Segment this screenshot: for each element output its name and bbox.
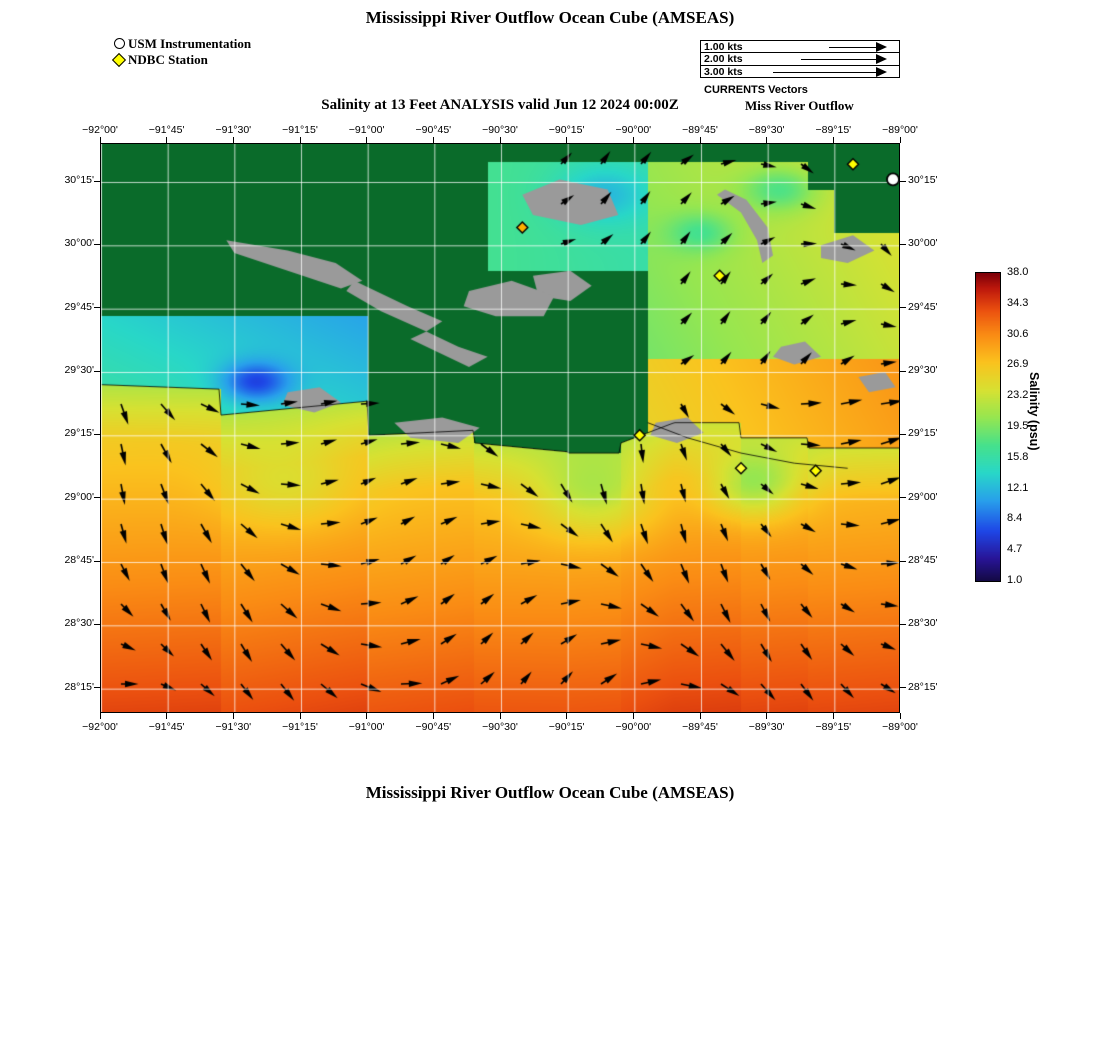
x-tick-0-1 (100, 713, 101, 719)
x-tick-3-0 (300, 137, 301, 143)
x-tick-5-1 (433, 713, 434, 719)
colorbar-tick-6: 15.8 (1007, 450, 1029, 463)
y-tick-0-1 (900, 181, 906, 182)
plot-subtitle: Salinity at 13 Feet ANALYSIS valid Jun 12 2024 00:00Z (321, 97, 679, 113)
vector-arrow-1kts (876, 42, 887, 52)
vector-key-row-2 (701, 53, 899, 65)
x-axis-label-bottom-6: −90°30' (482, 721, 518, 733)
colorbar-tick-5: 19.5 (1007, 420, 1029, 432)
x-tick-6-1 (500, 713, 501, 719)
x-tick-1-1 (166, 713, 167, 719)
bottom-title: Mississippi River Outflow Ocean Cube (AMSEAS) (365, 783, 735, 802)
x-axis-label-bottom-5: −90°45' (415, 721, 452, 733)
marker-legend (110, 36, 251, 68)
page-title: Mississippi River Outflow Ocean Cube (AMSEAS) (365, 8, 735, 27)
x-axis-label-bottom-11: −89°15' (815, 721, 852, 733)
colorbar-tick-0: 38.0 (1007, 266, 1029, 278)
legend-label-usm: USM Instrumentation (128, 35, 252, 51)
x-tick-10-1 (766, 713, 767, 719)
y-tick-4-1 (900, 434, 906, 435)
y-tick-6-1 (900, 561, 906, 562)
colorbar-tick-8: 8.4 (1007, 512, 1023, 525)
x-tick-7-1 (566, 713, 567, 719)
y-axis-label-right-0: 30°15' (908, 174, 938, 186)
x-tick-12-0 (900, 137, 901, 143)
x-axis-label-top-1: −91°45' (148, 124, 185, 136)
x-axis-label-bottom-3: −91°15' (282, 721, 318, 733)
y-axis-label-left-0: 30°15' (64, 174, 94, 186)
y-tick-1-0 (94, 244, 100, 245)
x-tick-0-0 (100, 137, 101, 143)
x-tick-2-0 (233, 137, 234, 143)
x-tick-1-0 (166, 137, 167, 143)
currents-vector-key (700, 40, 900, 78)
vector-line-3kts (773, 72, 877, 73)
colorbar-tick-4: 23.2 (1007, 389, 1029, 402)
y-axis-label-right-5: 29°00' (908, 490, 938, 503)
y-axis-label-left-1: 30°00' (64, 237, 94, 250)
y-axis-label-left-8: 28°15' (64, 680, 94, 693)
x-axis-label-top-7: −90°15' (548, 124, 585, 136)
vector-key-row-3 (701, 66, 899, 78)
x-axis-label-top-2: −91°30' (215, 124, 252, 136)
x-tick-11-0 (833, 137, 834, 143)
x-tick-12-1 (900, 713, 901, 719)
x-tick-8-1 (633, 713, 634, 719)
vector-key-label-1kts: 1.00 kts (704, 41, 743, 53)
y-axis-label-right-6: 28°45' (908, 554, 938, 566)
colorbar-tick-10: 1.0 (1007, 574, 1023, 586)
x-tick-9-1 (700, 713, 701, 719)
x-axis-label-bottom-9: −89°45' (682, 721, 718, 733)
x-axis-label-bottom-2: −91°30' (215, 721, 252, 733)
x-axis-label-top-6: −90°30' (482, 124, 518, 136)
map-raster (101, 144, 900, 713)
x-tick-4-0 (366, 137, 367, 143)
y-axis-label-right-8: 28°15' (908, 680, 938, 693)
y-axis-label-right-7: 28°30' (908, 617, 938, 630)
vector-arrow-2kts (876, 54, 887, 64)
vector-key-row-1 (701, 41, 899, 53)
y-tick-2-0 (94, 307, 100, 308)
colorbar-tick-1: 34.3 (1007, 296, 1029, 309)
x-tick-5-0 (433, 137, 434, 143)
x-axis-label-bottom-7: −90°15' (548, 721, 585, 733)
y-tick-4-0 (94, 434, 100, 435)
colorbar-gradient (975, 272, 1001, 582)
x-tick-11-1 (833, 713, 834, 719)
y-axis-label-right-3: 29°30' (908, 364, 938, 376)
diamond-marker-icon (110, 52, 128, 67)
y-tick-6-0 (94, 561, 100, 562)
x-axis-label-top-4: −91°00' (348, 124, 385, 136)
y-tick-8-0 (94, 687, 100, 688)
x-axis-label-top-0: −92°00' (82, 124, 118, 136)
y-tick-3-0 (94, 371, 100, 372)
x-axis-label-top-11: −89°15' (815, 124, 852, 136)
x-tick-3-1 (300, 713, 301, 719)
colorbar-tick-3: 26.9 (1007, 358, 1029, 371)
x-axis-label-top-12: −89°00' (882, 124, 918, 136)
y-tick-8-1 (900, 687, 906, 688)
y-tick-1-1 (900, 244, 906, 245)
y-tick-5-0 (94, 497, 100, 498)
x-tick-7-0 (566, 137, 567, 143)
y-tick-3-1 (900, 371, 906, 372)
x-axis-label-bottom-12: −89°00' (882, 721, 918, 733)
colorbar-tick-7: 12.1 (1007, 481, 1029, 494)
colorbar-tick-9: 4.7 (1007, 543, 1023, 556)
x-tick-2-1 (233, 713, 234, 719)
x-tick-8-0 (633, 137, 634, 143)
y-tick-2-1 (900, 307, 906, 308)
colorbar-tick-2: 30.6 (1007, 327, 1029, 340)
vector-line-2kts (801, 59, 877, 60)
y-axis-label-right-4: 29°15' (908, 427, 938, 440)
y-tick-0-0 (94, 181, 100, 182)
y-axis-label-left-4: 29°15' (64, 427, 94, 440)
x-tick-9-0 (700, 137, 701, 143)
y-tick-5-1 (900, 497, 906, 498)
x-axis-label-top-5: −90°45' (415, 124, 452, 136)
salinity-map[interactable] (100, 143, 900, 713)
region-label: Miss River Outflow (745, 98, 854, 113)
legend-item-usm (110, 36, 251, 51)
x-tick-4-1 (366, 713, 367, 719)
x-axis-label-bottom-4: −91°00' (348, 721, 385, 733)
vector-key-label-3kts: 3.00 kts (704, 65, 743, 78)
y-axis-label-right-1: 30°00' (908, 237, 938, 250)
y-axis-label-left-3: 29°30' (64, 364, 94, 376)
y-axis-label-left-7: 28°30' (64, 617, 94, 630)
y-axis-label-left-5: 29°00' (64, 490, 94, 503)
x-axis-label-bottom-1: −91°45' (148, 721, 185, 733)
legend-item-ndbc (110, 52, 251, 67)
vector-arrow-3kts (876, 67, 887, 77)
currents-vectors-caption: CURRENTS Vectors (704, 84, 808, 96)
x-axis-label-bottom-8: −90°00' (615, 721, 652, 733)
y-axis-label-left-2: 29°45' (64, 300, 94, 313)
x-axis-label-top-8: −90°00' (615, 124, 652, 136)
vector-key-label-2kts: 2.00 kts (704, 53, 743, 66)
x-axis-label-top-3: −91°15' (282, 124, 318, 136)
x-tick-6-0 (500, 137, 501, 143)
colorbar-title: Salinity (psu) (1027, 372, 1041, 451)
y-axis-label-left-6: 28°45' (64, 554, 94, 566)
x-axis-label-bottom-0: −92°00' (82, 721, 118, 733)
x-axis-label-top-10: −89°30' (748, 124, 785, 136)
x-tick-10-0 (766, 137, 767, 143)
y-axis-label-right-2: 29°45' (908, 300, 938, 313)
y-tick-7-1 (900, 624, 906, 625)
x-axis-label-top-9: −89°45' (682, 124, 718, 136)
vector-line-1kts (829, 47, 877, 48)
y-tick-7-0 (94, 624, 100, 625)
legend-label-ndbc: NDBC Station (128, 51, 208, 67)
x-axis-label-bottom-10: −89°30' (748, 721, 785, 733)
circle-marker-icon (110, 36, 128, 51)
